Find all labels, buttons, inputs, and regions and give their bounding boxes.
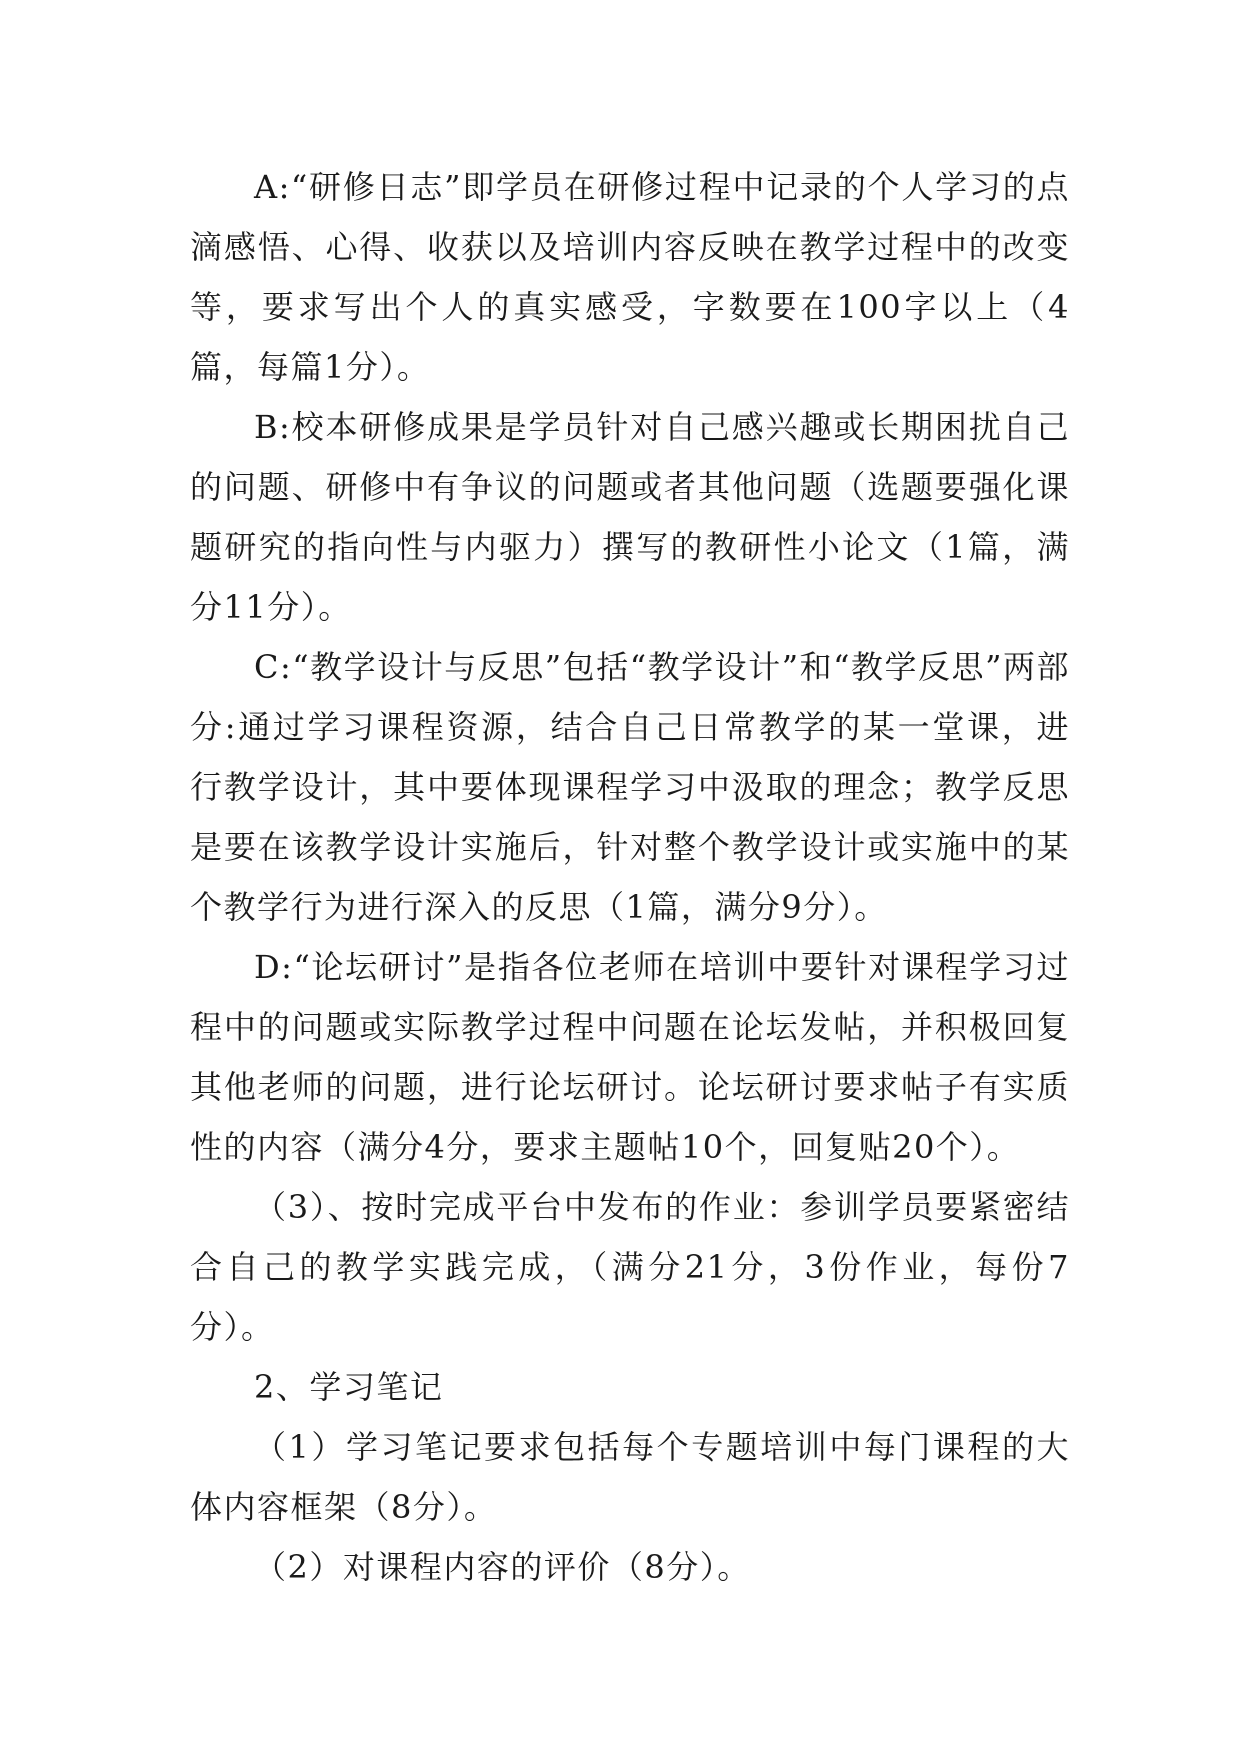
paragraph-forum-discussion: D:“论坛研讨”是指各位老师在培训中要针对课程学习过程中的问题或实际教学过程中问题在论坛发帖，并积极回复其他老师的问题，进行论坛研讨。论坛研讨要求帖子有实质性的内容（满分4分，要求主题帖10个，回复贴20个）。 (190, 948, 1070, 1166)
paragraph-notes-requirement-1: （1）学习笔记要求包括每个专题培训中每门课程的大体内容框架（8分）。 (190, 1428, 1070, 1526)
paragraph-notes-requirement-2: （2）对课程内容的评价（8分）。 (254, 1548, 751, 1586)
section-heading-study-notes: 2、学习笔记 (254, 1368, 444, 1406)
paragraph-assignments: （3）、按时完成平台中发布的作业：参训学员要紧密结合自己的教学实践完成，（满分21分，3份作业，每份7分）。 (190, 1188, 1070, 1346)
paragraph-teaching-design-reflection: C:“教学设计与反思”包括“教学设计”和“教学反思”两部分:通过学习课程资源，结合自己日常教学的某一堂课，进行教学设计，其中要体现课程学习中汲取的理念；教学反思是要在该教学设计实施后，针对整个教学设计或实施中的某个教学行为进行深入的反思（1篇，满分9分）。 (190, 648, 1070, 926)
paragraph-school-research-results: B:校本研修成果是学员针对自己感兴趣或长期困扰自己的问题、研修中有争议的问题或者其他问题（选题要强化课题研究的指向性与内驱力）撰写的教研性小论文（1篇，满分11分）。 (190, 408, 1070, 626)
paragraph-research-log: A:“研修日志”即学员在研修过程中记录的个人学习的点滴感悟、心得、收获以及培训内容反映在教学过程中的改变等，要求写出个人的真实感受，字数要在100字以上（4篇，每篇1分）。 (190, 168, 1070, 386)
